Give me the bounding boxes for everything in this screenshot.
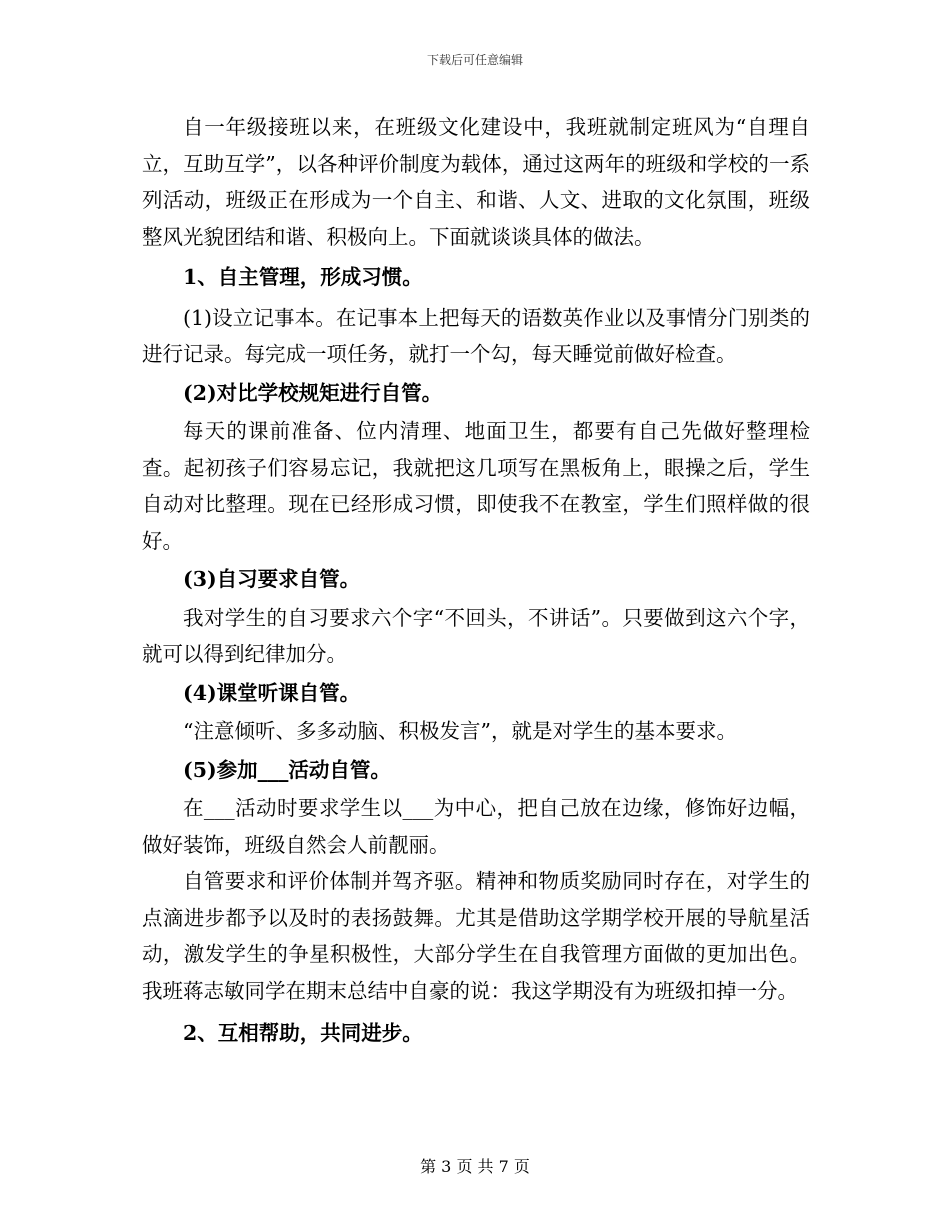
section-heading-1: 1、自主管理，形成习惯。 [183, 265, 423, 289]
page-header: 下载后可任意编辑 [426, 53, 523, 67]
intro-paragraph: 自一年级接班以来，在班级文化建设中，我班就制定班风为“自理自立，互助互学”，以各种评价制度为载体，通过这两年的班级和学校的一系列活动，班级正在形成为一个自主、和谐、人文、进取的文化氛围，班级整风光貌团结和谐、积极向上。下面就谈谈具体的做法。 [142, 115, 810, 249]
section-heading-2: 2、互相帮助，共同进步。 [183, 1021, 423, 1045]
paragraph-evaluation: 自管要求和评价体制并驾齐驱。精神和物质奖励同时存在，对学生的点滴进步都予以及时的表扬鼓舞。尤其是借助这学期学校开展的导航星活动，激发学生的争星积极性，大部分学生在自我管理方面做的更加出色。我班蒋志敏同学在期末总结中自豪的说：我这学期没有为班级扣掉一分。 [142, 869, 810, 1003]
paragraph-activity: 在___活动时要求学生以___为中心，把自己放在边缘，修饰好边幅，做好装饰，班级自然会人前靓丽。 [142, 796, 810, 857]
paragraph-record-book: (1)设立记事本。在记事本上把每天的语数英作业以及事情分门别类的进行记录。每完成一项任务，就打一个勾，每天睡觉前做好检查。 [142, 305, 810, 366]
paragraph-classroom: “注意倾听、多多动脑、积极发言”，就是对学生的基本要求。 [183, 719, 737, 743]
paragraph-school-rules: 每天的课前准备、位内清理、地面卫生，都要有自己先做好整理检查。起初孩子们容易忘记，我就把这几项写在黑板角上，眼操之后，学生自动对比整理。现在已经形成习惯，即使我不在教室，学生们照样做的很好。 [142, 419, 810, 553]
paragraph-self-study: 我对学生的自习要求六个字“不回头，不讲话”。只要做到这六个字，就可以得到纪律加分。 [142, 605, 810, 666]
subheading-classroom: (4)课堂听课自管。 [183, 680, 361, 705]
subheading-self-study: (3)自习要求自管。 [183, 567, 361, 591]
page-footer: 第 3 页 共 7 页 [420, 1157, 530, 1176]
document-body [142, 109, 810, 1052]
subheading-school-rules: (2)对比学校规矩进行自管。 [183, 380, 443, 405]
subheading-activity: (5)参加___活动自管。 [183, 757, 391, 782]
